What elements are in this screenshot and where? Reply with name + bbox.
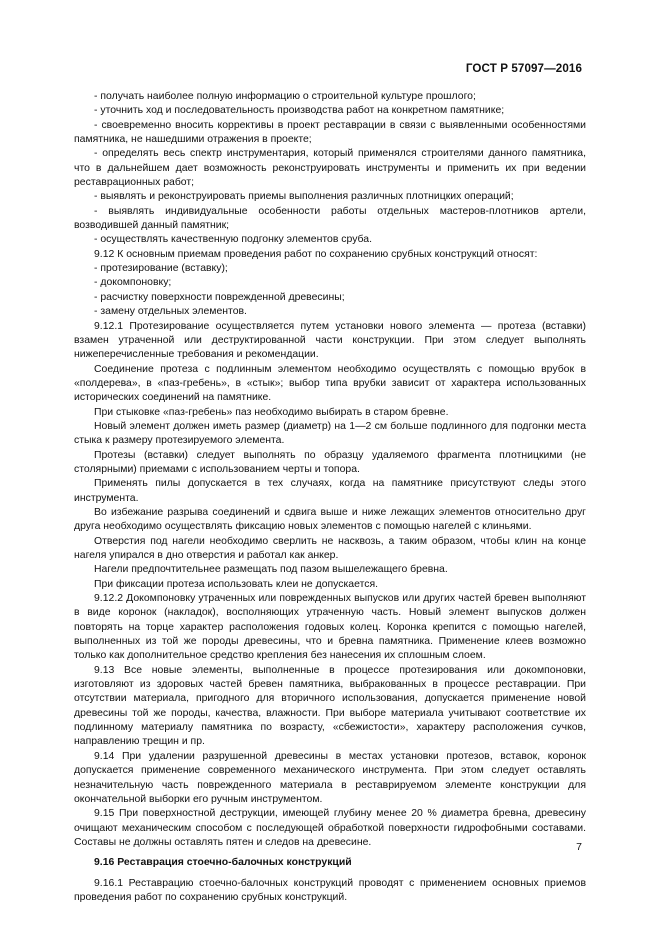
document-code: ГОСТ Р 57097—2016 xyxy=(465,62,582,75)
list-item: - расчистку поверхности поврежденной древесины; xyxy=(94,291,345,303)
list-item: - осуществлять качественную подгонку элементов сруба. xyxy=(94,234,372,246)
paragraph: Отверстия под нагели необходимо сверлить не насквозь, а таким образом, чтобы клин на конце нагеля упирался в дно отверстия и работал как анкер. xyxy=(74,535,586,561)
paragraph: Нагели предпочтительнее размещать под пазом вышележащего бревна. xyxy=(94,564,448,576)
list-item: - выявлять и реконструировать приемы выполнения различных плотницких операций; xyxy=(94,191,514,203)
clause-9-15: 9.15 При поверхностной деструкции, имеющей глубину менее 20 % диаметра бревна, древесину очищают механическим способом с последующей обработкой поверхности гидрофобными составами. Составы не должны оставлять пятен и следов на древесине. xyxy=(74,808,586,848)
list-item: - своевременно вносить коррективы в проект реставрации в связи с выявленными особенностями памятника, не нашедшими отражения в проекте; xyxy=(74,119,586,146)
list-item: - уточнить ход и последовательность производства работ на конкретном памятнике; xyxy=(94,105,505,117)
section-heading: 9.16 Реставрация стоечно-балочных конструкций xyxy=(94,857,352,869)
paragraph: Применять пилы допускается в тех случаях, когда на памятнике присутствуют следы этого инструмента. xyxy=(74,478,586,504)
paragraph: При фиксации протеза использовать клеи не допускается. xyxy=(94,578,378,590)
list-item: - докомпоновку; xyxy=(94,277,172,289)
paragraph: При стыковке «паз-гребень» паз необходимо выбирать в старом бревне. xyxy=(94,406,449,418)
clause-9-12-1: 9.12.1 Протезирование осуществляется путем установки нового элемента — протеза (вставки) взамен утраченной или деструктированной части конструкции. При этом следует выполнять нижеперечисленные требования и рекомендации. xyxy=(74,320,586,361)
paragraph: Новый элемент должен иметь размер (диаметр) на 1—2 см больше подлинного для подгонки места стыка к размеру протезируемого элемента. xyxy=(74,420,586,447)
clause-9-12-2: 9.12.2 Докомпоновку утраченных или поврежденных выпусков или других частей бревен выполняют в виде коронок (накладок), восполняющих утраченную часть. Новый элемент выпусков должен повторять на торце характер расположения годовых колец. Коронка крепится с помощью нагелей, выполненных из той же породы древесины, что и бревна памятника. Применение клеев возможно только как дополнительное средство крепления без нанесения их сплошным слоем. xyxy=(74,593,586,662)
list-item: - выявлять индивидуальные особенности работы отдельных мастеров-плотников артели, возводившей данный памятник; xyxy=(74,205,586,232)
list-item: - протезирование (вставку); xyxy=(94,263,228,275)
list-item: - определять весь спектр инструментария, который применялся строителями данного памятника, что в дальнейшем дает возможность реконструировать инструменты и применить их при ведении реставрационных работ; xyxy=(74,148,586,189)
clause-9-12: 9.12 К основным приемам проведения работ по сохранению срубных конструкций относят: xyxy=(94,248,538,260)
list-item: - замену отдельных элементов. xyxy=(94,306,247,318)
clause-9-14: 9.14 При удалении разрушенной древесины в местах установки протезов, вставок, коронок допускается применение современного механического инструмента. При этом следует оставлять незначительную часть поврежденного материала в реставрируемом элементе конструкции для окончательной выборки его ручным инструментом. xyxy=(74,750,586,805)
paragraph: Протезы (вставки) следует выполнять по образцу удаляемого фрагмента плотницкими (не столярными) приемами с использованием черты и топора. xyxy=(74,449,586,475)
clause-9-13: 9.13 Все новые элементы, выполненные в процессе протезирования или докомпоновки, изготовляют из здоровых частей бревен памятника, выбракованных в процессе реставрации. При отсутствии материала, пригодного для вторичного использования, допускается применение новой древесины той же породы, качества, влажности. При выборе материала учитывают соответствие их подлинному материалу памятника по возрасту, «сбежистости», характеру расположения сучков, направлению трещин и пр. xyxy=(74,664,586,748)
paragraph: Соединение протеза с подлинным элементом необходимо осуществлять с помощью врубок в «полдерева», в «паз-гребень», в «стык»; выбор типа врубки зависит от характера использованных исторических соединений на памятнике. xyxy=(74,363,586,404)
document-body xyxy=(74,90,586,905)
page-number: 7 xyxy=(576,841,582,853)
clause-9-16-1: 9.16.1 Реставрацию стоечно-балочных конструкций проводят с применением основных приемов проведения работ по сохранению срубных конструкций. xyxy=(74,877,586,903)
list-item: - получать наиболее полную информацию о строительной культуре прошлого; xyxy=(94,91,476,102)
paragraph: Во избежание разрыва соединений и сдвига выше и ниже лежащих элементов относительно друг друга необходимо осуществлять фиксацию новых элементов с помощью нагелей с клиньями. xyxy=(74,506,586,533)
